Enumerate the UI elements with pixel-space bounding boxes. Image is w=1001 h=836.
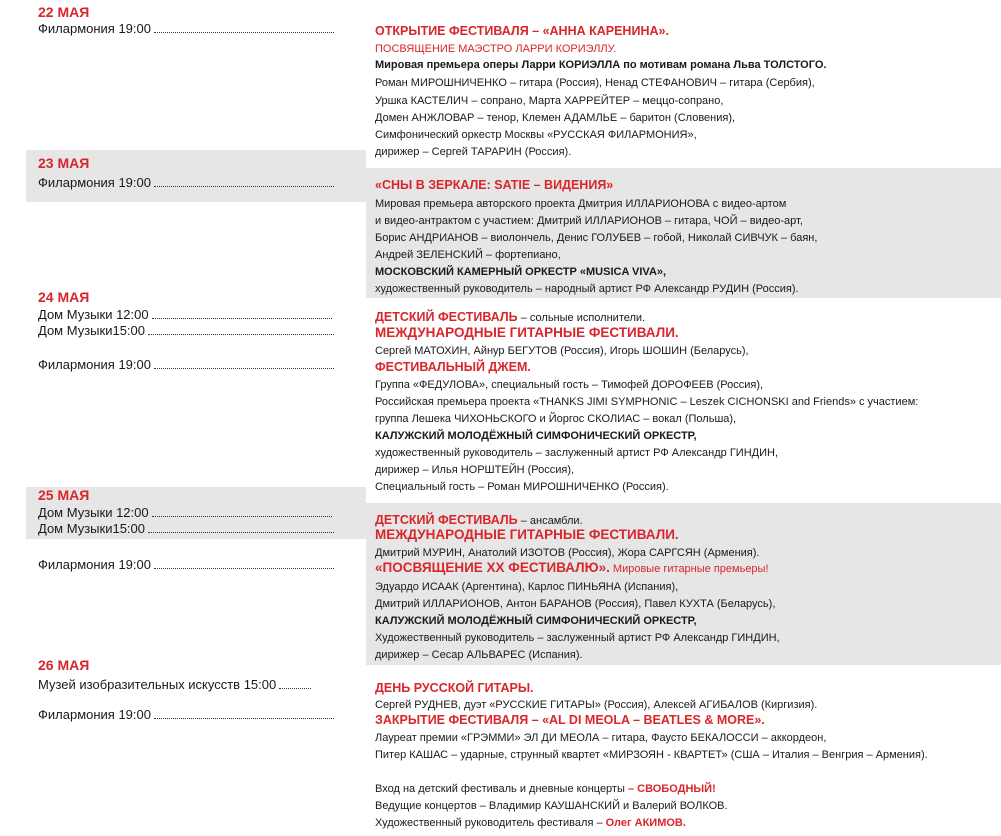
event-title	[375, 561, 769, 576]
venue-time: Филармония 19:00	[38, 175, 334, 190]
footer-note	[375, 816, 686, 830]
event-line: художественный руководитель – народный артист РФ Александр РУДИН (Россия).	[375, 283, 799, 295]
event-line: Питер КАШАС – ударные, струнный квартет «МИРЗОЯН - КВАРТЕТ» (США – Италия – Венгрия – Армения).	[375, 749, 928, 761]
event-line: Дмитрий ИЛЛАРИОНОВ, Антон БАРАНОВ (Россия), Павел КУХТА (Беларусь),	[375, 598, 776, 610]
event-title-text: ДЕТСКИЙ ФЕСТИВАЛЬ	[375, 310, 518, 324]
day-heading: 26 МАЯ	[38, 657, 90, 673]
footer-highlight: – СВОБОДНЫЙ!	[624, 783, 716, 795]
event-title-text: ДЕТСКИЙ ФЕСТИВАЛЬ	[375, 513, 518, 527]
event-note: – ансамбли.	[517, 515, 583, 527]
event-line: Борис АНДРИАНОВ – виолончель, Денис ГОЛУБЕВ – гобой, Николай СИВЧУК – баян,	[375, 232, 818, 244]
venue-time: Музей изобразительных искусств 15:00	[38, 677, 311, 692]
venue-time: Филармония 19:00	[38, 707, 334, 722]
event-line: Дмитрий МУРИН, Анатолий ИЗОТОВ (Россия), Жора САРГСЯН (Армения).	[375, 547, 760, 559]
event-line: дирижер – Илья НОРШТЕЙН (Россия),	[375, 464, 575, 476]
event-title	[375, 310, 645, 325]
event-line: дирижер – Сесар АЛЬВАРЕС (Испания).	[375, 649, 583, 661]
day-heading: 25 МАЯ	[38, 487, 90, 503]
event-note: Мировые гитарные премьеры!	[609, 563, 769, 575]
event-line: Домен АНЖЛОВАР – тенор, Клемен АДАМЛЬЕ – баритон (Словения),	[375, 112, 736, 124]
event-line: Андрей ЗЕЛЕНСКИЙ – фортепиано,	[375, 249, 561, 261]
day-heading: 24 МАЯ	[38, 289, 90, 305]
event-line: Российская премьера проекта «THANKS JIMI SYMPHONIC – Leszek CICHONSKI and Friends» с участием:	[375, 396, 919, 408]
event-line: Сергей РУДНЕВ, дуэт «РУССКИЕ ГИТАРЫ» (Россия), Алексей АГИБАЛОВ (Киргизия).	[375, 699, 818, 711]
event-line: Эдуардо ИСААК (Аргентина), Карлос ПИНЬЯНА (Испания),	[375, 581, 679, 593]
event-line: Группа «ФЕДУЛОВА», специальный гость – Тимофей ДОРОФЕЕВ (Россия),	[375, 379, 764, 391]
event-title: МЕЖДУНАРОДНЫЕ ГИТАРНЫЕ ФЕСТИВАЛИ.	[375, 325, 679, 340]
event-title: «СНЫ В ЗЕРКАЛЕ: SATIE – ВИДЕНИЯ»	[375, 178, 614, 192]
day-heading: 23 МАЯ	[38, 155, 90, 171]
footer-note: Ведущие концертов – Владимир КАУШАНСКИЙ и Валерий ВОЛКОВ.	[375, 800, 728, 812]
footer-text: Художественный руководитель фестиваля –	[375, 817, 603, 829]
event-title	[375, 513, 583, 528]
footer-note	[375, 782, 716, 796]
event-line: Художественный руководитель – заслуженный артист РФ Александр ГИНДИН,	[375, 632, 780, 644]
event-line: художественный руководитель – заслуженный артист РФ Александр ГИНДИН,	[375, 447, 779, 459]
event-note: – сольные исполнители.	[517, 312, 646, 324]
event-line: КАЛУЖСКИЙ МОЛОДЁЖНЫЙ СИМФОНИЧЕСКИЙ ОРКЕСТР,	[375, 615, 697, 627]
event-line: Мировая премьера оперы Ларри КОРИЭЛЛА по мотивам романа Льва ТОЛСТОГО.	[375, 59, 827, 71]
event-line: Лауреат премии «ГРЭММИ» ЭЛ ДИ МЕОЛА – гитара, Фаусто БЕКАЛОССИ – аккордеон,	[375, 732, 827, 744]
venue-time: Филармония 19:00	[38, 357, 334, 372]
event-title: МЕЖДУНАРОДНЫЕ ГИТАРНЫЕ ФЕСТИВАЛИ.	[375, 527, 679, 542]
event-title: ОТКРЫТИЕ ФЕСТИВАЛЯ – «АННА КАРЕНИНА».	[375, 24, 669, 38]
venue-time: Дом Музыки 12:00	[38, 307, 332, 322]
event-line: Мировая премьера авторского проекта Дмитрия ИЛЛАРИОНОВА с видео-артом	[375, 198, 787, 210]
event-line: дирижер – Сергей ТАРАРИН (Россия).	[375, 146, 572, 158]
event-title: ДЕНЬ РУССКОЙ ГИТАРЫ.	[375, 681, 534, 695]
venue-time: Филармония 19:00	[38, 557, 334, 572]
event-subtitle: ПОСВЯЩЕНИЕ МАЭСТРО ЛАРРИ КОРИЭЛЛУ.	[375, 43, 617, 55]
event-line: КАЛУЖСКИЙ МОЛОДЁЖНЫЙ СИМФОНИЧЕСКИЙ ОРКЕСТР,	[375, 430, 697, 442]
footer-text: Вход на детский фестиваль и дневные концерты	[375, 783, 625, 795]
venue-time: Дом Музыки15:00	[38, 323, 334, 338]
event-title: ФЕСТИВАЛЬНЫЙ ДЖЕМ.	[375, 360, 531, 374]
event-title-text: «ПОСВЯЩЕНИЕ XX ФЕСТИВАЛЮ».	[375, 560, 610, 575]
event-line: группа Лешека ЧИХОНЬСКОГО и Йоргос СКОЛИАС – вокал (Польша),	[375, 413, 737, 425]
event-title: ЗАКРЫТИЕ ФЕСТИВАЛЯ – «AL DI MEOLA – BEATLES & MORE».	[375, 713, 765, 727]
event-line: МОСКОВСКИЙ КАМЕРНЫЙ ОРКЕСТР «MUSICA VIVA»,	[375, 266, 667, 278]
venue-time: Филармония 19:00	[38, 21, 334, 36]
event-line: Роман МИРОШНИЧЕНКО – гитара (Россия), Ненад СТЕФАНОВИЧ – гитара (Сербия),	[375, 77, 815, 89]
venue-time: Дом Музыки15:00	[38, 521, 334, 536]
venue-time: Дом Музыки 12:00	[38, 505, 332, 520]
event-line: Симфонический оркестр Москвы «РУССКАЯ ФИЛАРМОНИЯ»,	[375, 129, 697, 141]
event-line: Специальный гость – Роман МИРОШНИЧЕНКО (Россия).	[375, 481, 669, 493]
event-line: Уршка КАСТЕЛИЧ – сопрано, Марта ХАРРЕЙТЕР – меццо-сопрано,	[375, 95, 724, 107]
day-heading: 22 МАЯ	[38, 4, 90, 20]
event-line: Сергей МАТОХИН, Айнур БЕГУТОВ (Россия), Игорь ШОШИН (Беларусь),	[375, 345, 749, 357]
event-line: и видео-антрактом с участием: Дмитрий ИЛЛАРИОНОВ – гитара, ЧОЙ – видео-арт,	[375, 215, 803, 227]
footer-highlight: Олег АКИМОВ.	[602, 817, 686, 829]
